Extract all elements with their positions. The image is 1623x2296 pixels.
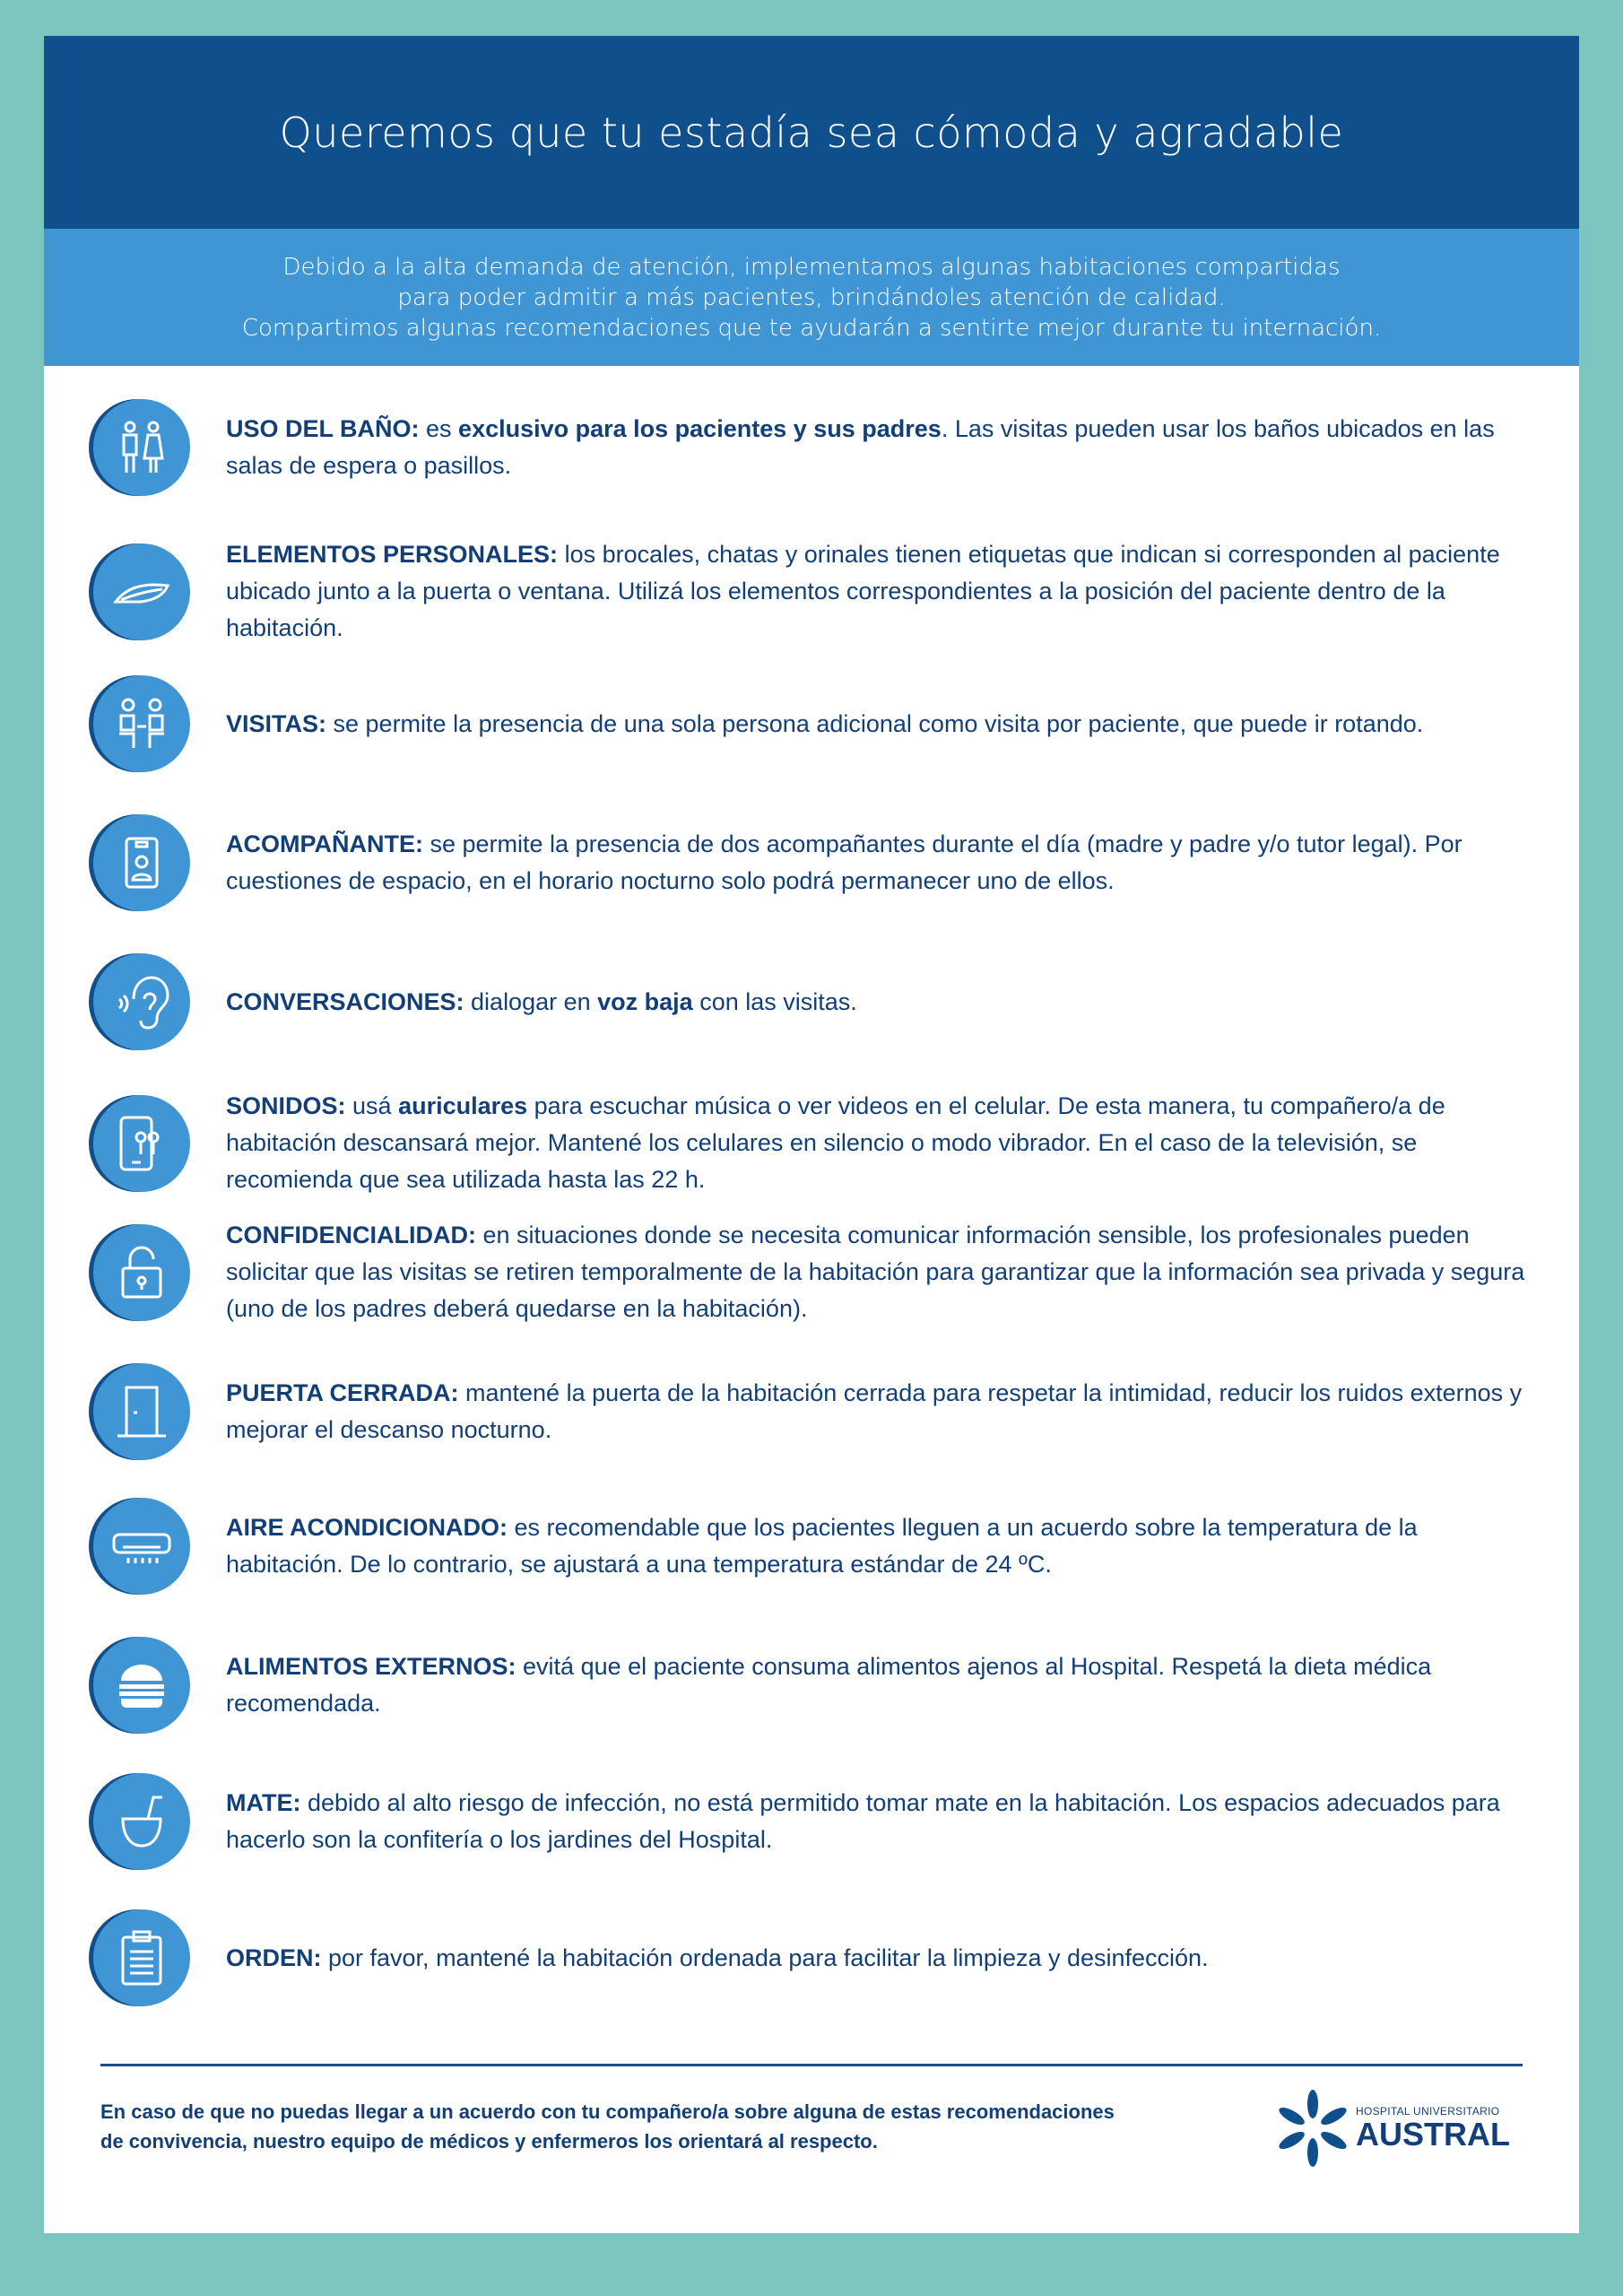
item-text [226, 1088, 1526, 1198]
burger-icon [93, 1637, 190, 1734]
intro-line: Debido a la alta demanda de atención, implementamos algunas habitaciones compartidas [282, 253, 1341, 281]
item-bold-text: exclusivo para los pacientes y sus padres [458, 415, 942, 442]
item-text-part: se permite la presencia de una sola persona adicional como visita por paciente, que puede ir rotando. [326, 709, 1424, 737]
mate-icon [93, 1773, 190, 1870]
phone-earbuds-icon [93, 1095, 190, 1192]
item-text [226, 1785, 1526, 1858]
item-text [226, 1940, 1526, 1977]
item-bold-text: AIRE ACONDICIONADO: [226, 1514, 508, 1541]
badge-icon [93, 814, 190, 911]
intro-line: para poder admitir a más pacientes, brindándoles atención de calidad. [397, 283, 1226, 311]
footer-note [100, 2097, 1284, 2156]
list-item [93, 953, 1564, 1050]
flower-logo-icon [1277, 2088, 1349, 2169]
intro-line: Compartimos algunas recomendaciones que te ayudarán a sentirte mejor durante tu internación. [241, 314, 1382, 342]
list-item [93, 1088, 1564, 1198]
page-title: Queremos que tu estadía sea cómoda y agradable [279, 108, 1344, 157]
item-text-part: los brocales, chatas y orinales tienen etiquetas que indican si corresponden al paciente ubicado junto a la puerta o ventana. Utilizá los elementos correspondientes a la posición del paciente dentro de la habitación. [226, 541, 1500, 641]
item-text [226, 1375, 1526, 1448]
list-item [93, 1773, 1564, 1870]
item-text-part: con las visitas. [692, 987, 857, 1015]
item-bold-text: auriculares [398, 1092, 528, 1119]
bedpan-icon [93, 544, 190, 640]
item-text-part: usá [345, 1092, 399, 1119]
visitors-icon [93, 675, 190, 772]
item-text-part: es recomendable que los pacientes lleguen a un acuerdo sobre la temperatura de la habitación. De lo contrario, se ajustará a una temperatura estándar de 24 ºC. [226, 1514, 1418, 1578]
logo-subtitle: HOSPITAL UNIVERSITARIO [1356, 2105, 1500, 2118]
list-item [93, 675, 1564, 772]
list-item [93, 1498, 1564, 1595]
intro-band [44, 229, 1579, 366]
door-icon [93, 1363, 190, 1460]
item-text [226, 1217, 1526, 1327]
divider [100, 2064, 1523, 2066]
clipboard-icon [93, 1909, 190, 2006]
header-band [44, 36, 1579, 229]
air-conditioner-icon [93, 1498, 190, 1595]
list-item [93, 1363, 1564, 1460]
padlock-icon [93, 1224, 190, 1321]
item-text [226, 1648, 1526, 1722]
item-text [226, 1509, 1526, 1583]
footer-line: de convivencia, nuestro equipo de médicos y enfermeros los orientará al respecto. [100, 2130, 878, 2152]
item-text-part: . Las visitas pueden usar los baños ubicados en las salas de espera o pasillos. [226, 415, 1495, 479]
item-bold-text: VISITAS: [226, 709, 327, 737]
list-item [93, 1909, 1564, 2006]
list-item [93, 1637, 1564, 1734]
item-text [226, 706, 1526, 743]
item-bold-text: USO DEL BAÑO: [226, 415, 420, 442]
hospital-logo [1277, 2088, 1510, 2169]
item-bold-text: MATE: [226, 1789, 301, 1816]
item-text [226, 984, 1526, 1021]
list-item [93, 399, 1564, 496]
item-bold-text: ALIMENTOS EXTERNOS: [226, 1653, 516, 1680]
poster [44, 36, 1579, 2233]
item-text-part: evitá que el paciente consuma alimentos ajenos al Hospital. Respetá la dieta médica recomendada. [226, 1653, 1432, 1717]
list-item [93, 1217, 1564, 1327]
item-bold-text: CONVERSACIONES: [226, 987, 464, 1015]
item-text-part: dialogar en [464, 987, 598, 1015]
restroom-icon [93, 399, 190, 496]
item-bold-text: voz baja [597, 987, 693, 1015]
item-text-part: es [419, 415, 459, 442]
item-text-part: por favor, mantené la habitación ordenada para facilitar la limpieza y desinfección. [321, 1944, 1209, 1971]
item-text [226, 826, 1526, 900]
item-text-part: para escuchar música o ver videos en el celular. De esta manera, tu compañero/a de habitación descansará mejor. Mantené los celulares en silencio o modo vibrador. En el caso de la televisión, se recomienda que sea utilizada hasta las 22 h. [226, 1092, 1445, 1193]
item-bold-text: CONFIDENCIALIDAD: [226, 1222, 476, 1248]
item-bold-text: ELEMENTOS PERSONALES: [226, 541, 559, 568]
item-bold-text: ACOMPAÑANTE: [226, 831, 423, 857]
ear-icon [93, 953, 190, 1050]
item-text [226, 411, 1526, 484]
item-text-part: se permite la presencia de dos acompañantes durante el día (madre y padre y/o tutor legal). Por cuestiones de espacio, en el horario nocturno solo podrá permanecer uno de ellos. [226, 831, 1462, 894]
item-bold-text: SONIDOS: [226, 1092, 346, 1119]
list-item [93, 814, 1564, 911]
item-text [226, 536, 1526, 647]
item-bold-text: PUERTA CERRADA: [226, 1379, 459, 1406]
item-text-part: en situaciones donde se necesita comunicar información sensible, los profesionales pueden solicitar que las visitas se retiren temporalmente de la habitación para garantizar que la información sea privada y segura (uno de los padres deberá quedarse en la habitación). [226, 1222, 1525, 1322]
item-text-part: mantené la puerta de la habitación cerrada para respetar la intimidad, reducir los ruidos externos y mejorar el descanso nocturno. [226, 1379, 1523, 1443]
list-item [93, 536, 1564, 647]
item-text-part: debido al alto riesgo de infección, no está permitido tomar mate en la habitación. Los espacios adecuados para hacerlo son la confitería o los jardines del Hospital. [226, 1789, 1500, 1853]
logo-title: AUSTRAL [1356, 2116, 1510, 2152]
item-bold-text: ORDEN: [226, 1944, 322, 1971]
footer-line: En caso de que no puedas llegar a un acuerdo con tu compañero/a sobre alguna de estas recomendaciones [100, 2100, 1115, 2123]
